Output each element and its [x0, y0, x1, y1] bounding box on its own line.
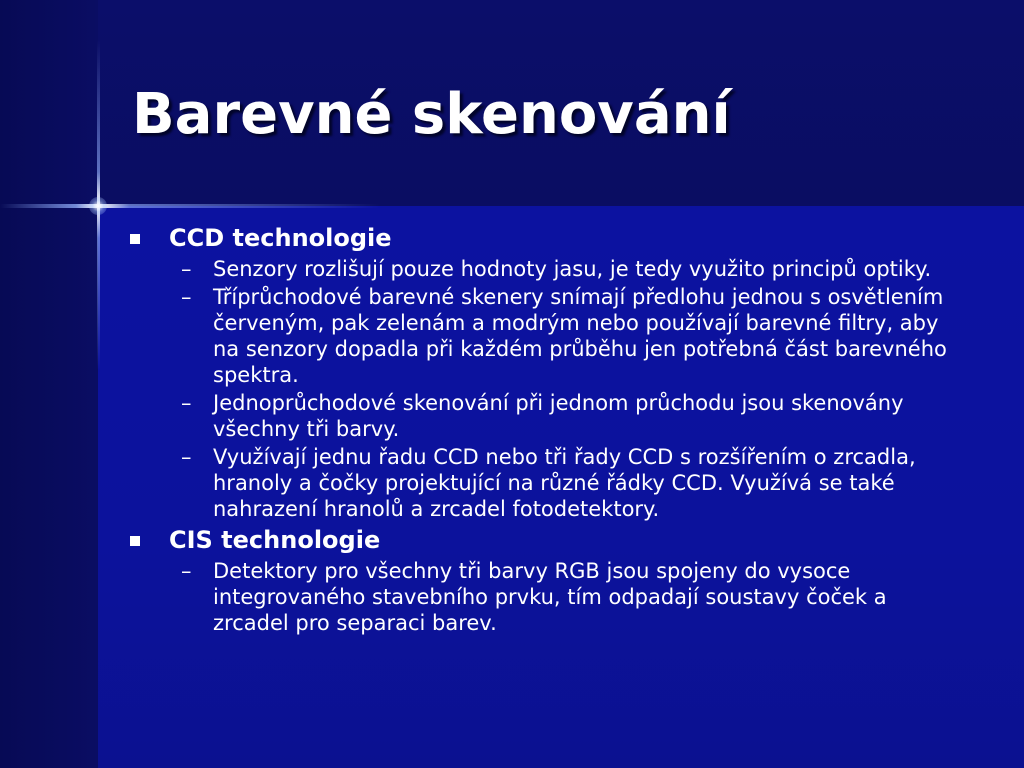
dash-bullet: – [181, 559, 192, 583]
sub-bullet [128, 444, 968, 522]
slide-title: Barevné skenování [132, 82, 731, 147]
dash-bullet: – [181, 391, 192, 415]
bullet-heading: CIS technologie [169, 526, 381, 554]
sub-bullet-text: Využívají jednu řadu CCD nebo tři řady CCD s rozšířením o zrcadla, hranoly a čočky projektující na různé řádky CCD. Využívá se také nahrazení hranolů a zrcadel fotodetektory. [213, 445, 916, 521]
square-bullet-icon [130, 536, 140, 546]
sub-bullet [128, 256, 968, 282]
bullet-heading: CCD technologie [169, 224, 392, 252]
dash-bullet: – [181, 445, 192, 469]
dash-bullet: – [181, 285, 192, 309]
sub-bullet [128, 284, 968, 388]
sub-bullet-text: Detektory pro všechny tři barvy RGB jsou spojeny do vysoce integrovaného stavebního prvku, tím odpadají soustavy čoček a zrcadel pro separaci barev. [213, 559, 887, 635]
light-flare-horizontal [0, 204, 380, 208]
square-bullet-icon [130, 234, 140, 244]
sub-bullet-text: Senzory rozlišují pouze hodnoty jasu, je tedy využito principů optiky. [213, 257, 932, 281]
left-band [0, 0, 98, 768]
dash-bullet: – [181, 257, 192, 281]
bullet-ccd [128, 222, 968, 254]
sub-bullet-text: Tříprůchodové barevné skenery snímají předlohu jednou s osvětlením červeným, pak zelenám a modrým nebo používají barevné filtry, aby na senzory dopadla při každém průběhu jen potřebná část barevného spektra. [213, 285, 947, 387]
sub-bullet-text: Jednoprůchodové skenování při jednom průchodu jsou skenovány všechny tři barvy. [213, 391, 904, 441]
light-flare-icon [89, 197, 107, 215]
sub-bullet [128, 558, 968, 636]
slide-body [128, 222, 968, 636]
bullet-cis [128, 524, 968, 556]
sub-bullet [128, 390, 968, 442]
